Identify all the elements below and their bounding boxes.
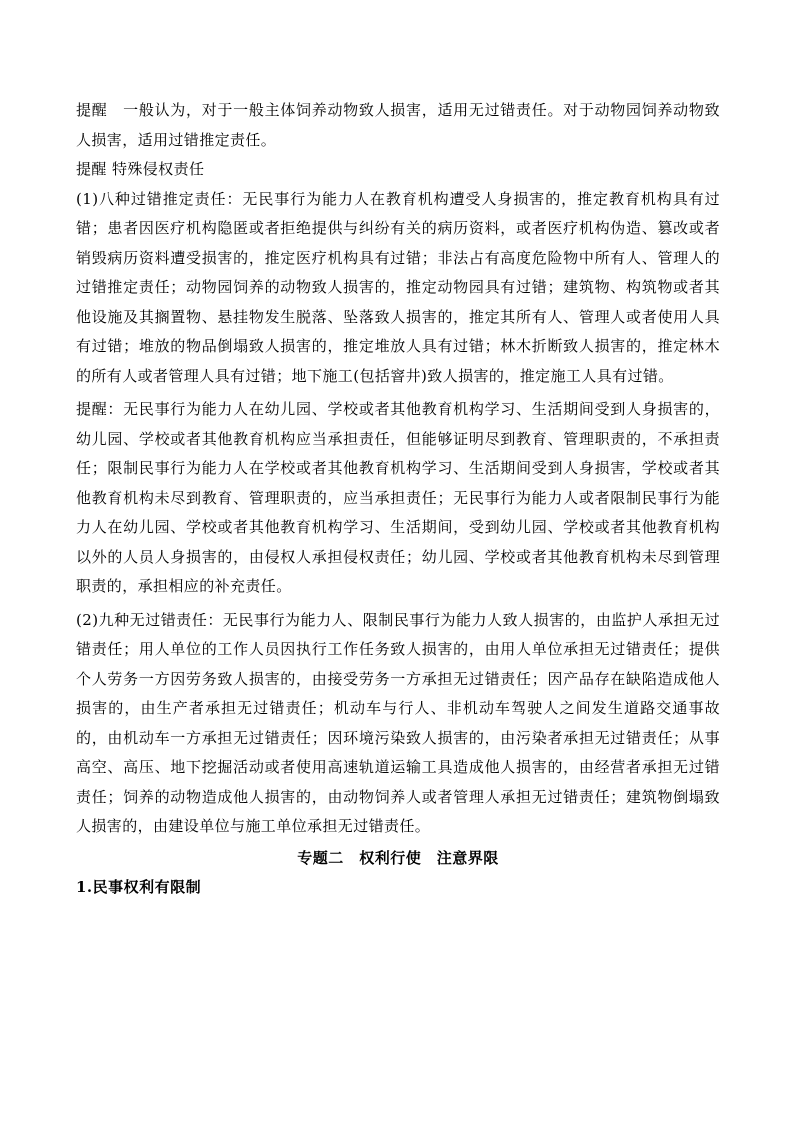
reminder-education-institution-paragraph: 提醒：无民事行为能力人在幼儿园、学校或者其他教育机构学习、生活期间受到人身损害的，幼儿园、学校或者其他教育机构应当承担责任，但能够证明尽到教育、管理职责的，不承担责任；限制民事行为能力人在学校或者其他教育机构学习、生活期间受到人身损害，学校或者其他教育机构未尽到教育、管理职责的，应当承担责任；无民事行为能力人或者限制民事行为能力人在幼儿园、学校或者其他教育机构学习、生活期间，受到幼儿园、学校或者其他教育机构以外的人员人身损害的，由侵权人承担侵权责任；幼儿园、学校或者其他教育机构未尽到管理职责的，承担相应的补充责任。 (76, 400, 720, 595)
reminder-animal-liability: 提醒 一般认为，对于一般主体饲养动物致人损害，适用无过错责任。对于动物园饲养动物致人损害，适用过错推定责任。 (76, 101, 720, 149)
no-fault-liability-paragraph: (2)九种无过错责任：无民事行为能力人、限制民事行为能力人致人损害的，由监护人承担无过错责任；用人单位的工作人员因执行工作任务致人损害的，由用人单位承担无过错责任；提供个人劳务一方因劳务致人损害的，由接受劳务一方承担无过错责任；因产品存在缺陷造成他人损害的，由生产者承担无过错责任；机动车与行人、非机动车驾驶人之间发生道路交通事故的，由机动车一方承担无过错责任；因环境污染致人损害的，由污染者承担无过错责任；从事高空、高压、地下挖掘活动或者使用高速轨道运输工具造成他人损害的，由经营者承担无过错责任；饲养的动物造成他人损害的，由动物饲养人或者管理人承担无过错责任；建筑物倒塌致人损害的，由建设单位与施工单位承担无过错责任。 (76, 610, 720, 835)
reminder-special-tort-heading: 提醒 特殊侵权责任 (76, 160, 205, 178)
section-heading: 专题二 权利行使 注意界限 (297, 848, 499, 867)
subheading: 1.民事权利有限制 (76, 877, 202, 896)
presumed-fault-liability-paragraph: (1)八种过错推定责任：无民事行为能力人在教育机构遭受人身损害的，推定教育机构具有过错；患者因医疗机构隐匿或者拒绝提供与纠纷有关的病历资料，或者医疗机构伪造、篡改或者销毁病历资料遭受损害的，推定医疗机构具有过错；非法占有高度危险物中所有人、管理人的过错推定责任；动物园饲养的动物致人损害的，推定动物园具有过错；建筑物、构筑物或者其他设施及其搁置物、悬挂物发生脱落、坠落致人损害的，推定其所有人、管理人或者使用人具有过错；堆放的物品倒塌致人损害的，推定堆放人具有过错；林木折断致人损害的，推定林木的所有人或者管理人具有过错；地下施工(包括窨井)致人损害的，推定施工人具有过错。 (76, 189, 720, 385)
document-page (76, 96, 720, 902)
